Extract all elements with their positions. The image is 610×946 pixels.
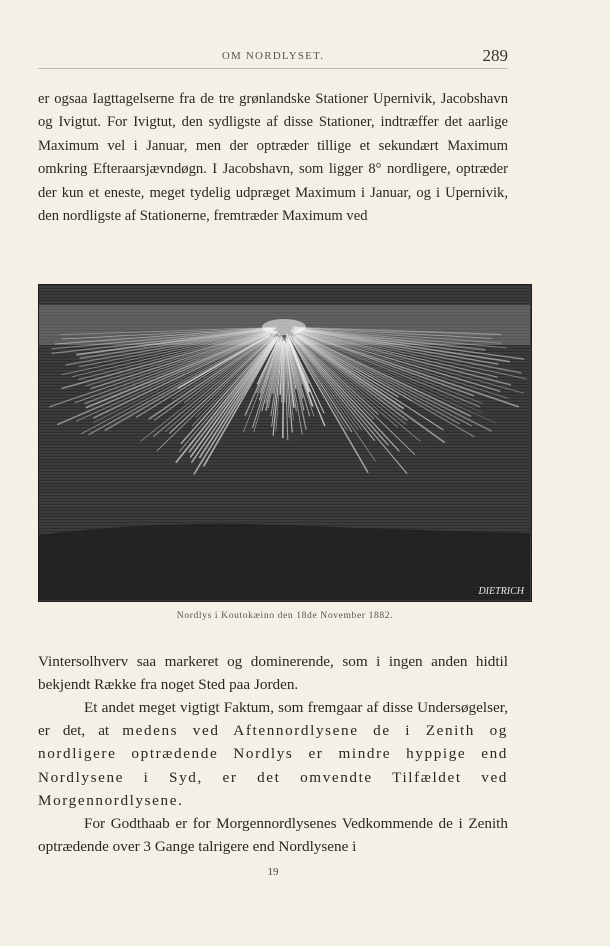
paragraph-4: For Godthaab er for Morgennordlysenes Vedkommende de i Zenith optrædende over 3 Gange talrigere end Nordlysene i	[38, 815, 508, 856]
engraver-signature: DIETRICH	[478, 586, 524, 597]
paragraph-1: er ogsaa Iagttagelserne fra de tre grønlandske Stationer Upernivik, Jacobshavn og Ivigtut. For Ivigtut, den sydligste af disse Stationer, indtræffer det aarlige Maximum vel i Januar, men der optræder tillige et sekundært Maximum omkring Efteraarsjævndøgn. I Jacobshavn, som ligger 8° nordligere, optræder der kun et eneste, meget tydelig udpræget Maximum i Januar, og i Upernivik, den nordligste af Stationerne, fremtræder Maximum ved	[38, 91, 508, 225]
paragraph-2: Vintersolhverv saa markeret og dominerende, som i ingen anden hidtil bekjendt Række fra noget Sted paa Jorden.	[38, 653, 508, 694]
paragraph-3-emphasis: medens ved Aftennordlysene de i Zenith og nordligere optrædende Nordlys er mindre hyppige end Nordlysene i Syd, er det omvendte Tilfældet ved Morgennordlysene.	[38, 722, 508, 809]
aurora-engraving	[39, 285, 530, 600]
horizon-landscape	[39, 524, 530, 600]
aurora-corona	[262, 319, 306, 335]
running-title: OM NORDLYSET.	[221, 50, 325, 62]
paragraph-3	[38, 696, 508, 812]
paragraph-3-intro: Et andet meget vigtigt Faktum, som fremgaar af disse Undersøgelser, er det, at	[38, 699, 508, 740]
page-number: 289	[482, 46, 508, 65]
header-rule	[38, 68, 508, 69]
aurora-illustration	[38, 284, 532, 602]
signature-mark: 19	[267, 866, 279, 878]
figure-caption: Nordlys i Koutokæino den 18de November 1882.	[176, 610, 394, 621]
running-header	[38, 46, 508, 66]
